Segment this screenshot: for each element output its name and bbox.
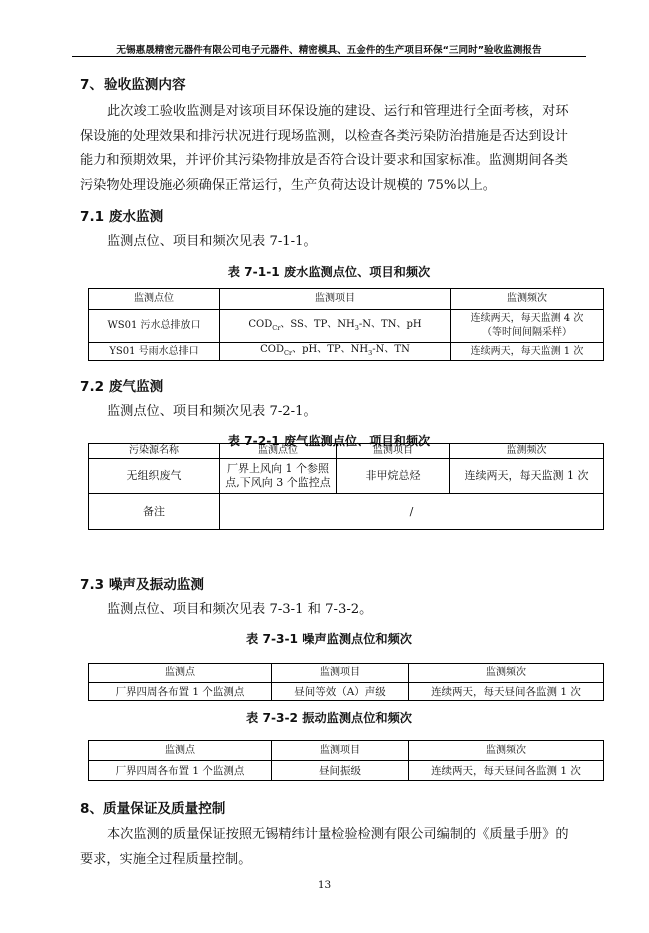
col-header-item: 监测项目: [272, 741, 409, 761]
cell-frequency: 连续两天，每天昼间各监测 1 次: [409, 683, 604, 701]
section-7-3-text: 监测点位、项目和频次见表 7-3-1 和 7-3-2。: [107, 602, 373, 617]
col-header-frequency: 监测频次: [451, 289, 604, 310]
cell-point: 厂界四周各布置 1 个监测点: [89, 761, 272, 781]
section-7-3-heading: 7.3 噪声及振动监测: [80, 577, 204, 593]
section-7-2-text: 监测点位、项目和频次见表 7-2-1。: [107, 404, 317, 419]
col-header-point: 监测点位: [89, 289, 220, 310]
para-line: 要求，实施全过程质量控制。: [80, 851, 252, 867]
cell-frequency: 连续两天，每天监测 4 次 （等时间间隔采样）: [451, 310, 604, 343]
table-header-row: [89, 664, 604, 683]
section-7-title: 验收监测内容: [104, 77, 186, 93]
table-7-1-1-caption: 表 7-1-1 废水监测点位、项目和频次: [227, 265, 431, 279]
section-7-1-heading: 7.1 废水监测: [80, 209, 164, 225]
running-header: 无锡惠晟精密元器件有限公司电子元器件、精密模具、五金件的生产项目环保“三同时”验收监测报告: [116, 45, 542, 56]
page-number: 13: [317, 879, 332, 891]
col-header-point: 监测点: [89, 741, 272, 761]
para-line: 保设施的处理效果和排污状况进行现场监测，以检查各类污染防治措施是否达到设计: [80, 128, 568, 144]
table-row: [89, 459, 604, 494]
table-header-row: [89, 289, 604, 310]
section-7-paragraph: [80, 100, 585, 198]
section-7-1-text: 监测点位、项目和频次见表 7-1-1。: [107, 234, 317, 249]
section-8-paragraph: [80, 823, 585, 872]
cell-items: $COD_{Cr}$、pH、TP、$NH_3-N$、TN: [220, 343, 451, 361]
cell-item: 非甲烷总烃: [337, 459, 450, 494]
col-header-frequency: 监测频次: [409, 741, 604, 761]
col-header-frequency: 监测频次: [409, 664, 604, 683]
section-7-heading: [80, 77, 186, 93]
col-header-point: 监测点位: [220, 444, 337, 459]
table-header-row: [89, 741, 604, 761]
col-header-frequency: 监测频次: [450, 444, 604, 459]
cell-point: WS01 污水总排放口: [89, 310, 220, 343]
table-vibration: [88, 740, 604, 781]
table-wastewater: [88, 288, 604, 361]
col-header-item: 监测项目: [272, 664, 409, 683]
cell-note-label: 备注: [89, 494, 220, 530]
section-7-2-heading: 7.2 废气监测: [80, 379, 164, 395]
col-header-items: 监测项目: [220, 289, 451, 310]
cell-frequency: 连续两天，每天监测 1 次: [450, 459, 604, 494]
cell-frequency: 连续两天，每天昼间各监测 1 次: [409, 761, 604, 781]
col-header-item: 监测项目: [337, 444, 450, 459]
table-header-row: [89, 444, 604, 459]
cell-source: 无组织废气: [89, 459, 220, 494]
cell-item: 昼间等效（A）声级: [272, 683, 409, 701]
cell-point: YS01 号雨水总排口: [89, 343, 220, 361]
table-row: [89, 761, 604, 781]
col-header-point: 监测点: [89, 664, 272, 683]
table-7-3-2-caption: 表 7-3-2 振动监测点位和频次: [246, 711, 412, 725]
table-noise: [88, 663, 604, 701]
table-note-row: [89, 494, 604, 530]
col-header-source: 污染源名称: [89, 444, 220, 459]
cell-frequency: 连续两天，每天监测 1 次: [451, 343, 604, 361]
table-row: [89, 683, 604, 701]
table-exhaust-gas: [88, 443, 604, 530]
cell-point: 厂界四周各布置 1 个监测点: [89, 683, 272, 701]
section-8-heading: 8、质量保证及质量控制: [80, 801, 226, 817]
para-line: 污染物处理设施必须确保正常运行，生产负荷达设计规模的 75%以上。: [80, 177, 496, 193]
para-line: 能力和预期效果，并评价其污染物排放是否符合设计要求和国家标准。监测期间各类: [80, 153, 568, 168]
cell-items: $COD_{Cr}$、SS、TP、$NH_3-N$、TN、pH: [220, 310, 451, 343]
para-line: 本次监测的质量保证按照无锡精纬计量检验检测有限公司编制的《质量手册》的: [107, 827, 569, 842]
section-7-number: 7、: [80, 77, 104, 93]
table-7-3-1-caption: 表 7-3-1 噪声监测点位和频次: [246, 632, 412, 646]
table-row: [89, 310, 604, 343]
cell-point: 厂界上风向 1 个参照 点,下风向 3 个监控点: [220, 459, 337, 494]
cell-note-value: /: [220, 494, 604, 530]
cell-item: 昼间振级: [272, 761, 409, 781]
table-row: [89, 343, 604, 361]
para-line: 此次竣工验收监测是对该项目环保设施的建设、运行和管理进行全面考核，对环: [107, 104, 569, 119]
table-7-2-1-caption: 表 7-2-1 废气监测点位、项目和频次: [227, 434, 431, 448]
header-divider: [72, 56, 586, 57]
